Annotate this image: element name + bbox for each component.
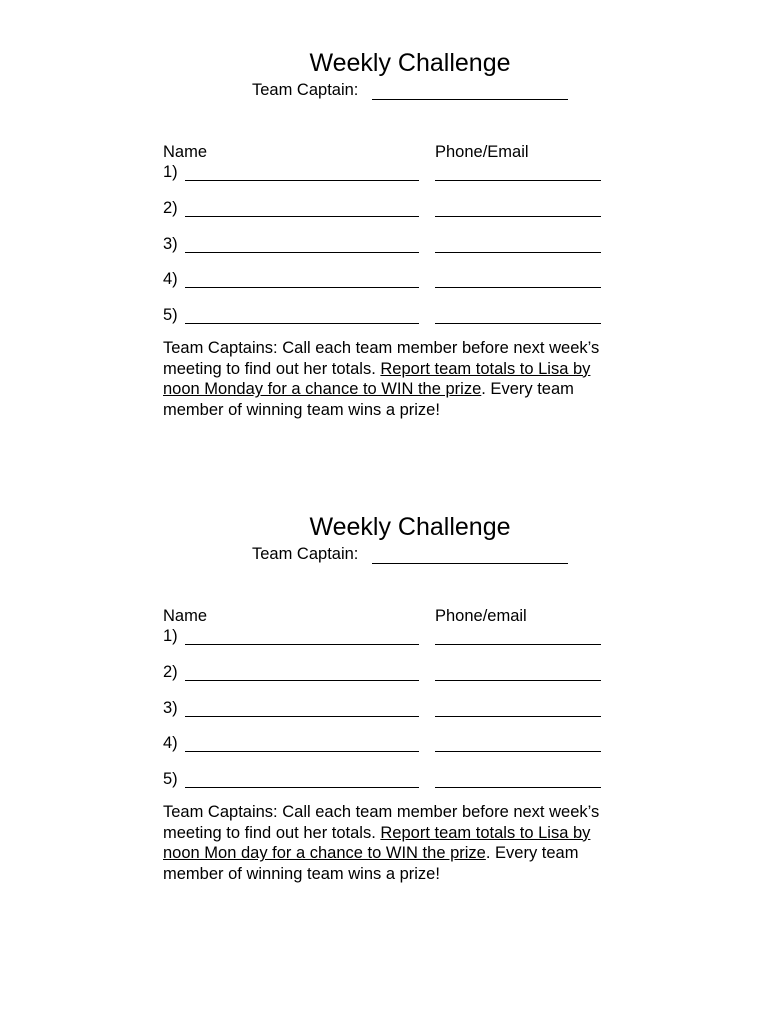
name-blank[interactable]: [185, 216, 419, 217]
report-instruction: Report team totals to Lisa by: [380, 359, 591, 378]
row-number: 4): [163, 734, 178, 752]
contact-blank[interactable]: [435, 180, 601, 181]
instructions-text: meeting to find out her totals.: [163, 823, 381, 842]
instructions-text: meeting to find out her totals.: [163, 359, 381, 378]
name-column-header: Name: [163, 607, 208, 625]
row-number: 5): [163, 770, 178, 788]
instructions-line: Team Captains: Call each team member before next week’s: [163, 803, 600, 821]
name-blank[interactable]: [185, 751, 419, 752]
member-row: [163, 662, 613, 684]
member-row: [163, 626, 613, 648]
row-number: 4): [163, 270, 178, 288]
contact-blank[interactable]: [435, 787, 601, 788]
member-row: [163, 198, 613, 220]
member-row: [163, 733, 613, 755]
report-instruction: noon Mon day for a chance to WIN the prize: [163, 844, 486, 863]
contact-blank[interactable]: [435, 323, 601, 324]
instructions-line: member of winning team wins a prize!: [163, 401, 440, 420]
row-number: 2): [163, 199, 178, 217]
contact-blank[interactable]: [435, 716, 601, 717]
name-blank[interactable]: [185, 287, 419, 288]
member-row: [163, 269, 613, 291]
challenge-form-1: [0, 48, 770, 488]
name-column-header: Name: [163, 143, 208, 161]
row-number: 3): [163, 699, 178, 717]
contact-blank[interactable]: [435, 252, 601, 253]
contact-blank[interactable]: [435, 644, 601, 645]
contact-blank[interactable]: [435, 216, 601, 217]
instructions-line: Team Captains: Call each team member before next week’s: [163, 339, 600, 357]
row-number: 3): [163, 235, 178, 253]
challenge-form-2: [0, 512, 770, 952]
form-title: Weekly Challenge: [309, 49, 511, 77]
name-blank[interactable]: [185, 323, 419, 324]
team-captain-blank[interactable]: [372, 563, 568, 564]
instructions-text: . Every team: [485, 844, 579, 863]
name-blank[interactable]: [185, 644, 419, 645]
name-blank[interactable]: [185, 680, 419, 681]
instructions-line: [163, 823, 663, 844]
instructions-line: [163, 843, 663, 864]
team-captain-label: Team Captain:: [252, 81, 359, 99]
member-row: [163, 769, 613, 791]
team-captain-label: Team Captain:: [252, 545, 359, 563]
captain-instructions: [163, 338, 663, 421]
contact-blank[interactable]: [435, 680, 601, 681]
instructions-line: member of winning team wins a prize!: [163, 865, 440, 884]
row-number: 5): [163, 306, 178, 324]
row-number: 1): [163, 163, 178, 181]
captain-instructions: [163, 802, 663, 885]
member-row: [163, 162, 613, 184]
row-number: 2): [163, 663, 178, 681]
instructions-line: [163, 379, 663, 400]
name-blank[interactable]: [185, 787, 419, 788]
contact-column-header: Phone/Email: [435, 143, 529, 161]
instructions-text: . Every team: [481, 380, 574, 399]
contact-column-header: Phone/email: [435, 607, 527, 625]
name-blank[interactable]: [185, 716, 419, 717]
name-blank[interactable]: [185, 252, 419, 253]
member-row: [163, 698, 613, 720]
report-instruction: Report team totals to Lisa by: [380, 823, 591, 842]
member-row: [163, 234, 613, 256]
report-instruction: noon Monday for a chance to WIN the prize: [163, 380, 482, 399]
name-blank[interactable]: [185, 180, 419, 181]
member-row: [163, 305, 613, 327]
contact-blank[interactable]: [435, 287, 601, 288]
contact-blank[interactable]: [435, 751, 601, 752]
team-captain-blank[interactable]: [372, 99, 568, 100]
row-number: 1): [163, 627, 178, 645]
instructions-line: [163, 359, 663, 380]
form-title: Weekly Challenge: [309, 513, 511, 541]
